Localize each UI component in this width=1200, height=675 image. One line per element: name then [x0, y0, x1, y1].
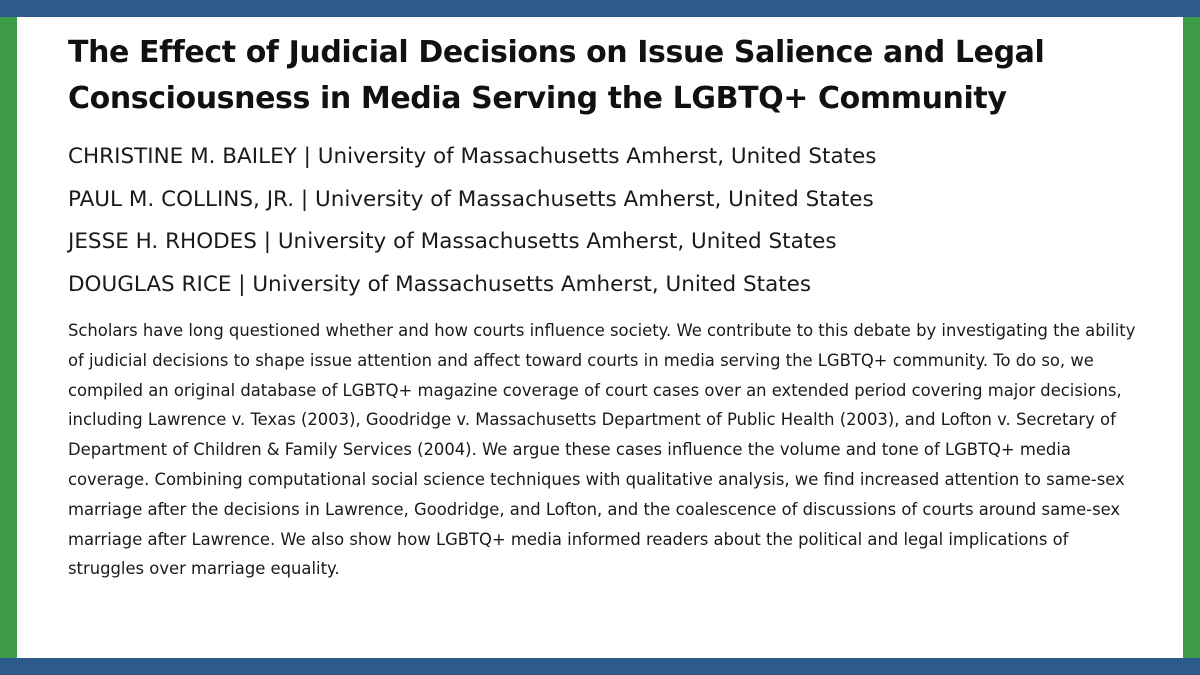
abstract-text: Scholars have long questioned whether and how courts influence society. We contribute to this debate by investigating the ability of judicial decisions to shape issue attention and affect toward courts in media serving the LGBTQ+ community. To do so, we compiled an original database of LGBTQ+ magazine coverage of court cases over an extended period covering major decisions, including Lawrence v. Texas (2003), Goodridge v. Massachusetts Department of Public Health (2003), and Lofton v. Secretary of Department of Children & Family Services (2004). We argue these cases influence the volume and tone of LGBTQ+ media coverage. Combining computational social science techniques with qualitative analysis, we find increased attention to same-sex marriage after the decisions in Lawrence, Goodridge, and Lofton, and the coalescence of discussions of courts around same-sex marriage after Lawrence. We also show how LGBTQ+ media informed readers about the political and legal implications of struggles over marriage equality.: [68, 321, 1136, 579]
top-border-bar: [0, 0, 1200, 17]
author-line: CHRISTINE M. BAILEY | University of Massachusetts Amherst, United States: [68, 144, 877, 169]
left-border-bar: [0, 17, 17, 658]
author-line: PAUL M. COLLINS, JR. | University of Massachusetts Amherst, United States: [68, 186, 874, 212]
author-list: [68, 136, 1148, 306]
author-line: DOUGLAS RICE | University of Massachusetts Amherst, United States: [68, 271, 812, 297]
bottom-border-bar: [0, 658, 1200, 675]
paper-title: The Effect of Judicial Decisions on Issue Salience and Legal Consciousness in Media Serving the LGBTQ+ Community: [68, 35, 1045, 116]
paper-card: [68, 30, 1148, 584]
author-line: JESSE H. RHODES | University of Massachusetts Amherst, United States: [68, 229, 837, 254]
right-border-bar: [1183, 17, 1200, 658]
